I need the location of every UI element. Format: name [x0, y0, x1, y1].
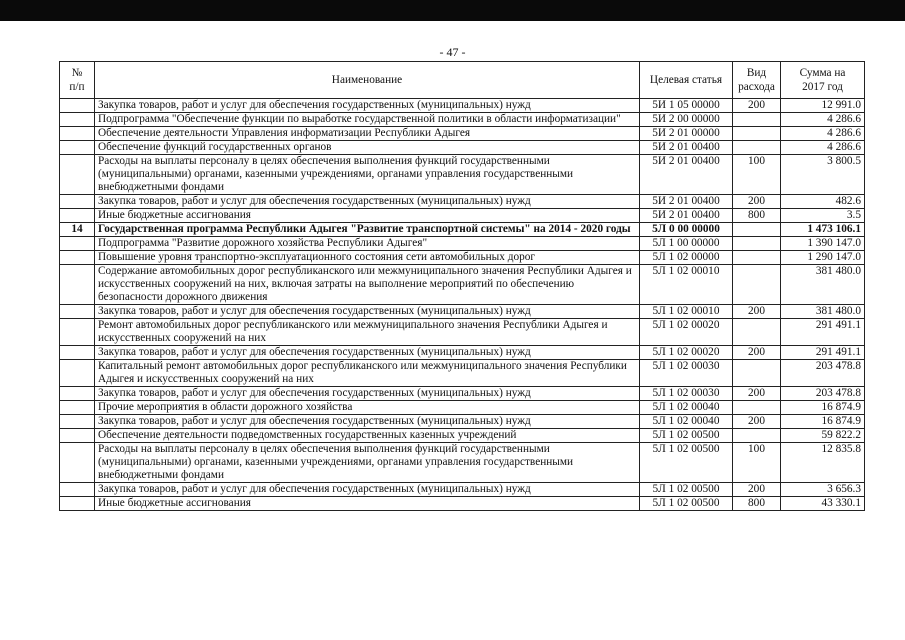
cell-type: 200: [733, 415, 781, 429]
cell-num: [60, 195, 95, 209]
cell-sum: 4 286.6: [781, 141, 865, 155]
cell-num: [60, 497, 95, 511]
header-name-text: Наименование: [331, 74, 403, 86]
cell-type: [733, 265, 781, 305]
table-header-row: [60, 62, 865, 99]
cell-type: 200: [733, 305, 781, 319]
header-type: [733, 62, 781, 99]
cell-type: [733, 251, 781, 265]
table-row: [60, 209, 865, 223]
cell-type: [733, 319, 781, 346]
cell-code: 5И 2 01 00400: [640, 155, 733, 195]
header-num: [60, 62, 95, 99]
cell-sum: 16 874.9: [781, 401, 865, 415]
header-name: [95, 62, 640, 99]
cell-code: 5И 2 01 00400: [640, 141, 733, 155]
table-row: [60, 443, 865, 483]
cell-code: 5И 2 00 00000: [640, 113, 733, 127]
cell-code: 5Л 1 02 00010: [640, 265, 733, 305]
cell-type: [733, 237, 781, 251]
header-code-text: Целевая статья: [649, 74, 723, 86]
table-row: [60, 360, 865, 387]
cell-num: [60, 387, 95, 401]
cell-name: Расходы на выплаты персоналу в целях обеспечения выполнения функций государственными (муниципальными) органами, казенными учреждениями, органами управления государственными внебюджетными фондами: [95, 155, 640, 195]
cell-name: Повышение уровня транспортно-эксплуатационного состояния сети автомобильных дорог: [95, 251, 640, 265]
cell-num: 14: [60, 223, 95, 237]
table-row: [60, 237, 865, 251]
cell-type: 200: [733, 346, 781, 360]
table-row: [60, 415, 865, 429]
cell-code: 5Л 1 02 00040: [640, 415, 733, 429]
cell-code: 5Л 1 02 00500: [640, 483, 733, 497]
cell-num: [60, 360, 95, 387]
cell-code: 5Л 1 02 00500: [640, 443, 733, 483]
cell-name: Прочие мероприятия в области дорожного хозяйства: [95, 401, 640, 415]
cell-sum: 43 330.1: [781, 497, 865, 511]
cell-num: [60, 155, 95, 195]
cell-code: 5Л 1 02 00010: [640, 305, 733, 319]
table-row: [60, 497, 865, 511]
cell-sum: 4 286.6: [781, 127, 865, 141]
cell-type: 800: [733, 497, 781, 511]
cell-code: 5Л 1 02 00020: [640, 346, 733, 360]
cell-num: [60, 346, 95, 360]
cell-name: Закупка товаров, работ и услуг для обеспечения государственных (муниципальных) нужд: [95, 305, 640, 319]
cell-sum: 4 286.6: [781, 113, 865, 127]
cell-code: 5Л 1 02 00500: [640, 497, 733, 511]
scan-top-edge: [0, 0, 905, 21]
budget-table: [59, 61, 865, 511]
cell-sum: 203 478.8: [781, 360, 865, 387]
header-num-text: № п/п: [69, 67, 85, 93]
table-row: [60, 429, 865, 443]
cell-num: [60, 319, 95, 346]
header-sum: [781, 62, 865, 99]
cell-code: 5Л 1 02 00040: [640, 401, 733, 415]
cell-type: [733, 127, 781, 141]
cell-sum: 1 390 147.0: [781, 237, 865, 251]
cell-name: Содержание автомобильных дорог республиканского или межмуниципального значения Республики Адыгея и искусственных сооружений на них, включая затраты на выполнение мероприятий по обеспечению безопасности дорожного движения: [95, 265, 640, 305]
cell-type: 100: [733, 155, 781, 195]
cell-type: 800: [733, 209, 781, 223]
cell-name: Закупка товаров, работ и услуг для обеспечения государственных (муниципальных) нужд: [95, 346, 640, 360]
cell-code: 5И 2 01 00400: [640, 209, 733, 223]
cell-type: [733, 113, 781, 127]
cell-name: Подпрограмма "Развитие дорожного хозяйства Республики Адыгея": [95, 237, 640, 251]
cell-num: [60, 443, 95, 483]
cell-sum: 381 480.0: [781, 265, 865, 305]
cell-num: [60, 127, 95, 141]
cell-sum: 16 874.9: [781, 415, 865, 429]
cell-sum: 3.5: [781, 209, 865, 223]
cell-name: Иные бюджетные ассигнования: [95, 209, 640, 223]
cell-sum: 59 822.2: [781, 429, 865, 443]
cell-num: [60, 251, 95, 265]
cell-num: [60, 415, 95, 429]
cell-num: [60, 237, 95, 251]
cell-num: [60, 401, 95, 415]
cell-num: [60, 305, 95, 319]
cell-name: Обеспечение деятельности Управления информатизации Республики Адыгея: [95, 127, 640, 141]
cell-name: Государственная программа Республики Адыгея "Развитие транспортной системы" на 2014 - 2020 годы: [95, 223, 640, 237]
table-row: [60, 141, 865, 155]
cell-code: 5Л 1 02 00500: [640, 429, 733, 443]
cell-name: Обеспечение функций государственных органов: [95, 141, 640, 155]
table-row: [60, 251, 865, 265]
cell-type: 200: [733, 195, 781, 209]
cell-num: [60, 265, 95, 305]
table-row: [60, 305, 865, 319]
cell-type: 200: [733, 99, 781, 113]
table-row: [60, 483, 865, 497]
cell-type: 100: [733, 443, 781, 483]
cell-sum: 291 491.1: [781, 346, 865, 360]
cell-sum: 12 991.0: [781, 99, 865, 113]
cell-num: [60, 429, 95, 443]
cell-code: 5Л 0 00 00000: [640, 223, 733, 237]
cell-sum: 12 835.8: [781, 443, 865, 483]
cell-name: Закупка товаров, работ и услуг для обеспечения государственных (муниципальных) нужд: [95, 195, 640, 209]
page-number: - 47 -: [439, 45, 466, 59]
cell-name: Обеспечение деятельности подведомственных государственных казенных учреждений: [95, 429, 640, 443]
cell-code: 5Л 1 02 00030: [640, 387, 733, 401]
cell-type: [733, 223, 781, 237]
table-row: [60, 223, 865, 237]
cell-type: 200: [733, 483, 781, 497]
table-row: [60, 346, 865, 360]
cell-code: 5Л 1 00 00000: [640, 237, 733, 251]
cell-code: 5И 1 05 00000: [640, 99, 733, 113]
cell-code: 5Л 1 02 00000: [640, 251, 733, 265]
cell-code: 5И 2 01 00000: [640, 127, 733, 141]
cell-name: Закупка товаров, работ и услуг для обеспечения государственных (муниципальных) нужд: [95, 415, 640, 429]
table-row: [60, 113, 865, 127]
cell-name: Иные бюджетные ассигнования: [95, 497, 640, 511]
cell-sum: 381 480.0: [781, 305, 865, 319]
cell-type: 200: [733, 387, 781, 401]
cell-name: Закупка товаров, работ и услуг для обеспечения государственных (муниципальных) нужд: [95, 387, 640, 401]
table-row: [60, 319, 865, 346]
header-sum-text: Сумма на 2017 год: [799, 67, 846, 93]
cell-name: Расходы на выплаты персоналу в целях обеспечения выполнения функций государственными (муниципальными) органами, казенными учреждениями, органами управления государственными внебюджетными фондами: [95, 443, 640, 483]
cell-sum: 3 656.3: [781, 483, 865, 497]
cell-sum: 1 473 106.1: [781, 223, 865, 237]
cell-type: [733, 429, 781, 443]
table-row: [60, 99, 865, 113]
cell-num: [60, 99, 95, 113]
cell-num: [60, 113, 95, 127]
table-row: [60, 195, 865, 209]
cell-num: [60, 141, 95, 155]
cell-code: 5Л 1 02 00020: [640, 319, 733, 346]
header-type-text: Вид расхода: [738, 67, 775, 93]
table-row: [60, 127, 865, 141]
cell-code: 5И 2 01 00400: [640, 195, 733, 209]
cell-type: [733, 141, 781, 155]
header-code: [640, 62, 733, 99]
cell-sum: 203 478.8: [781, 387, 865, 401]
cell-name: Ремонт автомобильных дорог республиканского или межмуниципального значения Республики Адыгея и искусственных сооружений на них: [95, 319, 640, 346]
table-row: [60, 265, 865, 305]
table-row: [60, 401, 865, 415]
table-row: [60, 387, 865, 401]
cell-code: 5Л 1 02 00030: [640, 360, 733, 387]
cell-type: [733, 360, 781, 387]
cell-sum: 291 491.1: [781, 319, 865, 346]
cell-num: [60, 209, 95, 223]
cell-type: [733, 401, 781, 415]
cell-sum: 3 800.5: [781, 155, 865, 195]
cell-name: Капитальный ремонт автомобильных дорог республиканского или межмуниципального значения Республики Адыгея и искусственных сооружений на них: [95, 360, 640, 387]
cell-num: [60, 483, 95, 497]
table-row: [60, 155, 865, 195]
cell-name: Подпрограмма "Обеспечение функции по выработке государственной политики в области информатизации": [95, 113, 640, 127]
cell-sum: 1 290 147.0: [781, 251, 865, 265]
cell-sum: 482.6: [781, 195, 865, 209]
cell-name: Закупка товаров, работ и услуг для обеспечения государственных (муниципальных) нужд: [95, 99, 640, 113]
cell-name: Закупка товаров, работ и услуг для обеспечения государственных (муниципальных) нужд: [95, 483, 640, 497]
